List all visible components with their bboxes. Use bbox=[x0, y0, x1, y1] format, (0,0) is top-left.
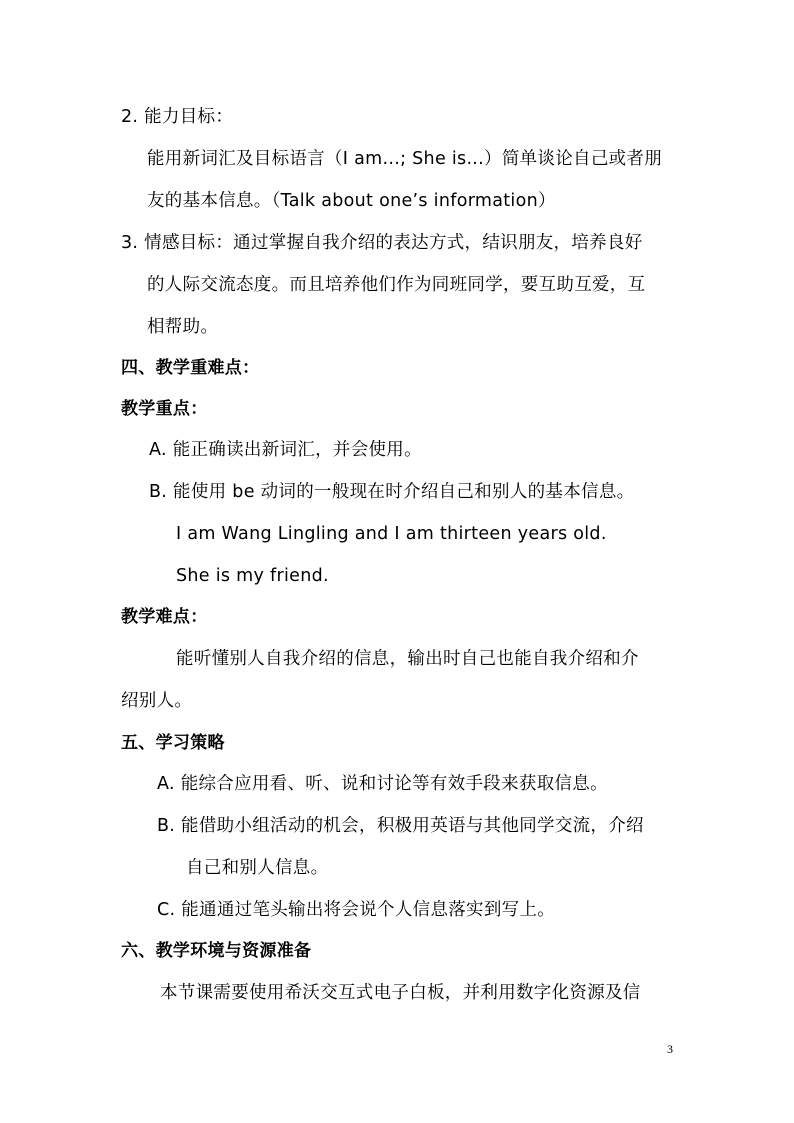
environment-text-line-1: 本节课需要使用希沃交互式电子白板，并利用数字化资源及信 bbox=[160, 983, 641, 1003]
focus-heading: 教学重点： bbox=[121, 399, 208, 419]
strategy-item-a: A. 能综合应用看、听、说和讨论等有效手段来获取信息。 bbox=[157, 774, 608, 794]
emotion-text-line-2: 的人际交流态度。而且培养他们作为同班同学，要互助互爱，互 bbox=[147, 275, 646, 295]
example-sentence-2: She is my friend. bbox=[176, 566, 329, 586]
strategy-item-c: C. 能通通过笔头输出将会说个人信息落实到写上。 bbox=[157, 900, 556, 920]
ability-text-line-1: 能用新词汇及目标语言（I am...; She is...）简单谈论自己或者朋 bbox=[147, 149, 663, 169]
ability-text-line-2: 友的基本信息。（Talk about one’s information） bbox=[147, 191, 556, 211]
environment-heading: 六、教学环境与资源准备 bbox=[121, 941, 312, 961]
emotion-text-line-3: 相帮助。 bbox=[147, 317, 219, 337]
strategy-heading: 五、学习策略 bbox=[121, 733, 225, 753]
focus-item-a: A. 能正确读出新词汇，并会使用。 bbox=[149, 440, 422, 460]
strategy-item-b-line-1: B. 能借助小组活动的机会，积极用英语与其他同学交流，介绍 bbox=[157, 816, 644, 836]
page-number: 3 bbox=[667, 1042, 673, 1056]
emotion-heading-line-1: 3. 情感目标：通过掌握自我介绍的表达方式，结识朋友，培养良好 bbox=[121, 233, 643, 253]
difficulty-text-line-1: 能听懂别人自我介绍的信息，输出时自己也能自我介绍和介 bbox=[176, 649, 639, 669]
focus-item-b: B. 能使用 be 动词的一般现在时介绍自己和别人的基本信息。 bbox=[149, 482, 635, 502]
difficulty-text-line-2: 绍别人。 bbox=[121, 691, 193, 711]
strategy-item-b-line-2: 自己和别人信息。 bbox=[186, 858, 329, 878]
keypoints-heading: 四、教学重难点： bbox=[121, 358, 260, 378]
example-sentence-1: I am Wang Lingling and I am thirteen years old. bbox=[176, 524, 607, 544]
ability-heading: 2. 能力目标： bbox=[121, 107, 234, 127]
difficulty-heading: 教学难点： bbox=[121, 607, 208, 627]
